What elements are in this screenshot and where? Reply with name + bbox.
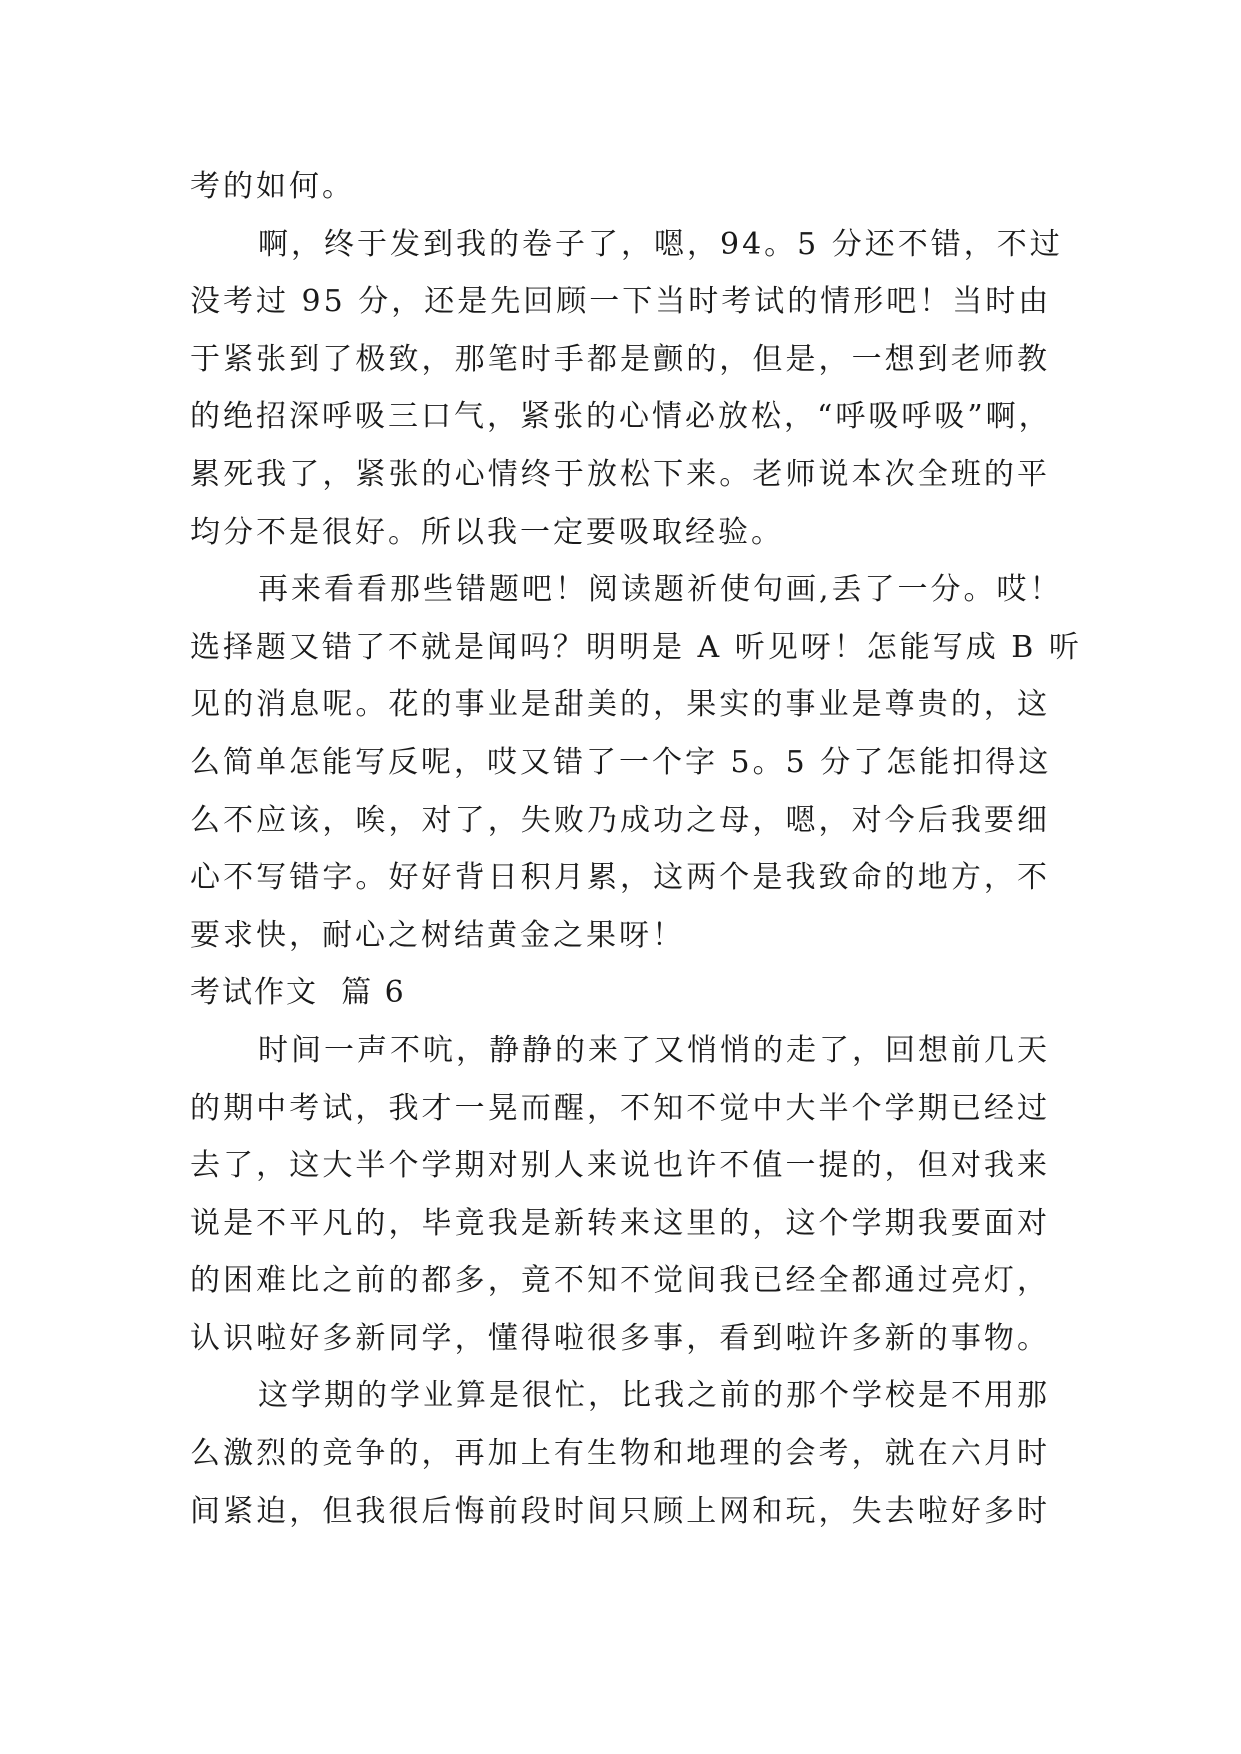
paragraph-line: 见的消息呢。花的事业是甜美的，果实的事业是尊贵的，这 — [190, 687, 1050, 723]
paragraph-line: 要求快，耐心之树结黄金之果呀！ — [190, 917, 685, 953]
paragraph-line: 么激烈的竞争的，再加上有生物和地理的会考，就在六月时 — [190, 1436, 1050, 1472]
paragraph-line: 没考过 95 分，还是先回顾一下当时考试的情形吧！当时由 — [190, 284, 1052, 320]
paragraph-line: 的绝招深呼吸三口气，紧张的心情必放松，“呼吸呼吸”啊， — [190, 399, 1052, 435]
paragraph-line: 再来看看那些错题吧！阅读题祈使句画,丢了一分。哎！ — [258, 572, 1063, 608]
paragraph-line: 累死我了，紧张的心情终于放松下来。老师说本次全班的平 — [190, 456, 1050, 492]
section-heading: 考试作文 篇 6 — [190, 975, 406, 1011]
paragraph-line: 说是不平凡的，毕竟我是新转来这里的，这个学期我要面对 — [190, 1205, 1050, 1241]
paragraph-line: 么简单怎能写反呢，哎又错了一个字 5。5 分了怎能扣得这 — [190, 744, 1052, 780]
document-body — [190, 158, 1082, 1540]
paragraph-line: 时间一声不吭，静静的来了又悄悄的走了，回想前几天 — [258, 1032, 1050, 1068]
paragraph-line: 么不应该，唉，对了，失败乃成功之母，嗯，对今后我要细 — [190, 802, 1050, 838]
paragraph-line: 的困难比之前的都多，竟不知不觉间我已经全都通过亮灯， — [190, 1263, 1050, 1299]
paragraph-line: 的期中考试，我才一晃而醒，不知不觉中大半个学期已经过 — [190, 1090, 1050, 1126]
paragraph-line: 间紧迫，但我很后悔前段时间只顾上网和玩，失去啦好多时 — [190, 1493, 1050, 1529]
paragraph-line: 选择题又错了不就是闻吗？明明是 A 听见呀！怎能写成 B 听 — [190, 629, 1082, 665]
paragraph-line: 均分不是很好。所以我一定要吸取经验。 — [190, 514, 784, 550]
paragraph-line: 这学期的学业算是很忙，比我之前的那个学校是不用那 — [258, 1378, 1050, 1414]
paragraph-line: 考的如何。 — [190, 169, 355, 204]
paragraph-line: 于紧张到了极致，那笔时手都是颤的，但是，一想到老师教 — [190, 341, 1050, 377]
paragraph-line: 心不写错字。好好背日积月累，这两个是我致命的地方，不 — [190, 860, 1050, 896]
paragraph-line: 认识啦好多新同学，懂得啦很多事，看到啦许多新的事物。 — [190, 1320, 1050, 1356]
paragraph-line: 啊，终于发到我的卷子了，嗯，94。5 分还不错，不过 — [258, 226, 1063, 262]
paragraph-line: 去了，这大半个学期对别人来说也许不值一提的，但对我来 — [190, 1148, 1050, 1184]
